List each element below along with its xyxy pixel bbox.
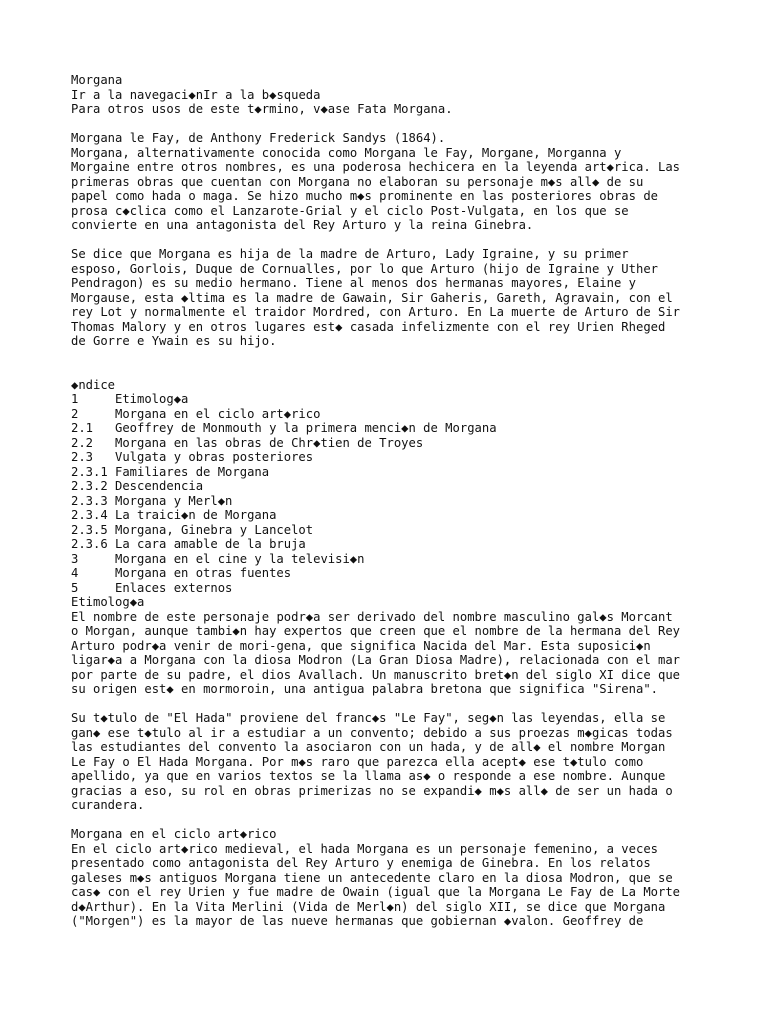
toc-number: 2.3	[71, 450, 94, 464]
toc-number: 2.3.3	[71, 493, 108, 508]
text-line: presentado como antagonista del Rey Arturo y enemiga de Ginebra. En los relatos	[71, 856, 651, 870]
toc-number: 5	[71, 580, 79, 595]
text-line: Morgause, esta ◆ltima es la madre de Gawain, Sir Gaheris, Gareth, Agravain, con el	[71, 290, 673, 305]
toc-number: 2.3.1	[71, 464, 108, 479]
toc-title: Enlaces externos	[115, 580, 233, 595]
text-line: curandera.	[71, 798, 145, 812]
toc-title: Morgana en las obras de Chr◆tien de Troyes	[115, 435, 424, 450]
text-line: rey Lot y normalmente el traidor Mordred, con Arturo. En La muerte de Arturo de Sir	[71, 305, 681, 319]
toc-item[interactable]	[71, 392, 761, 407]
text-line: En el ciclo art◆rico medieval, el hada Morgana es un personaje femenino, a veces	[71, 841, 658, 856]
text-line: esposo, Gorlois, Duque de Cornualles, por lo que Arturo (hijo de Igraine y Uther	[71, 261, 658, 276]
toc-item[interactable]	[71, 537, 761, 552]
toc-item[interactable]	[71, 508, 761, 523]
toc-number: 2.1	[71, 421, 94, 435]
text-line: por parte de su padre, el dios Avallach. Un manuscrito bret◆n del siglo XI dice que	[71, 667, 681, 682]
text-line: Le Fay o El Hada Morgana. Por m◆s raro que parezca ella acept◆ ese t◆tulo como	[71, 754, 644, 769]
toc-item[interactable]	[71, 465, 761, 480]
intro-paragraph	[71, 146, 761, 233]
toc-number: 2.3.5	[71, 522, 108, 537]
table-of-contents	[71, 378, 761, 596]
etymology-paragraph-1	[71, 610, 761, 697]
text-line: Su t◆tulo de "El Hada" proviene del franc◆s "Le Fay", seg◆n las leyendas, ella se	[71, 711, 666, 725]
text-line: papel como hada o maga. Se hizo mucho m◆s prominente en las posteriores obras de	[71, 189, 658, 203]
text-line: Morgana, alternativamente conocida como Morgana le Fay, Morgane, Morganna y	[71, 145, 622, 160]
toc-number: 4	[71, 566, 79, 580]
text-line: d◆Arthur). En la Vita Merlini (Vida de Merl◆n) del siglo XII, se dice que Morgana	[71, 899, 666, 914]
image-caption: Morgana le Fay, de Anthony Frederick Sandys (1864).	[71, 131, 446, 145]
text-line: prosa c◆clica como el Lanzarote-Grial y el ciclo Post-Vulgata, en los que se	[71, 203, 629, 218]
toc-title: Etimolog◆a	[115, 392, 189, 406]
toc-title: Geoffrey de Monmouth y la primera menci◆n de Morgana	[115, 421, 497, 435]
toc-title: La cara amable de la bruja	[115, 537, 306, 551]
text-line: su origen est◆ en mormoroin, una antigua palabra bretona que significa "Sirena".	[71, 682, 658, 696]
etymology-paragraph-2	[71, 711, 761, 813]
toc-title: Morgana en el ciclo art◆rico	[115, 406, 321, 421]
toc-item[interactable]	[71, 407, 761, 422]
toc-item[interactable]	[71, 436, 761, 451]
toc-title: Familiares de Morgana	[115, 464, 270, 479]
text-line: Arturo podr◆a venir de mori-gena, que significa Nacida del Mar. Esta suposici◆n	[71, 638, 651, 653]
toc-title: Morgana y Merl◆n	[115, 493, 233, 508]
toc-title: Descendencia	[115, 479, 204, 493]
text-line: de Gorre e Ywain es su hijo.	[71, 334, 277, 348]
text-line: ("Morgen") es la mayor de las nueve hermanas que gobiernan ◆valon. Geoffrey de	[71, 914, 644, 928]
toc-item[interactable]	[71, 581, 761, 596]
text-line: Thomas Malory y en otros lugares est◆ casada infelizmente con el rey Urien Rheged	[71, 319, 666, 334]
text-line: Pendragon) es su medio hermano. Tiene al menos dos hermanas mayores, Elaine y	[71, 276, 636, 290]
toc-item[interactable]	[71, 479, 761, 494]
toc-number: 2.2	[71, 435, 94, 450]
toc-number: 3	[71, 551, 79, 566]
toc-number: 2.3.6	[71, 537, 108, 551]
text-line: Se dice que Morgana es hija de la madre de Arturo, Lady Igraine, y su primer	[71, 247, 629, 261]
toc-title: La traici◆n de Morgana	[115, 508, 277, 522]
toc-number: 1	[71, 392, 79, 406]
section-heading-arthurian-cycle: Morgana en el ciclo art◆rico	[71, 827, 277, 841]
toc-item[interactable]	[71, 421, 761, 436]
toc-item[interactable]	[71, 552, 761, 567]
text-line: ligar◆a a Morgana con la diosa Modron (La Gran Diosa Madre), relacionada con el mar	[71, 653, 681, 667]
text-line: El nombre de este personaje podr◆a ser derivado del nombre masculino gal◆s Morcant	[71, 609, 673, 624]
text-line: galeses m◆s antiguos Morgana tiene un antecedente claro en la diosa Modron, que se	[71, 870, 673, 885]
text-line: gan◆ ese t◆tulo al ir a estudiar a un convento; debido a sus proezas m◆gicas todas	[71, 725, 673, 740]
toc-title: Morgana en otras fuentes	[115, 566, 292, 580]
arthurian-cycle-paragraph	[71, 842, 761, 929]
page-title: Morgana	[71, 73, 123, 87]
disambiguation-note: Para otros usos de este t◆rmino, v◆ase Fata Morgana.	[71, 102, 453, 116]
document-page	[71, 73, 761, 929]
text-line: apellido, ya que en varios textos se la llama as◆ o responde a ese nombre. Aunque	[71, 769, 666, 783]
text-line: Morgaine entre otros nombres, es una poderosa hechicera en la leyenda art◆rica. Las	[71, 160, 681, 174]
toc-title: Morgana, Ginebra y Lancelot	[115, 522, 314, 537]
toc-number: 2.3.2	[71, 479, 108, 493]
text-line: gracias a eso, su rol en obras primerizas no se expandi◆ m◆s all◆ de ser un hada o	[71, 783, 673, 798]
toc-title: Vulgata y obras posteriores	[115, 450, 314, 464]
text-line: convierte en una antagonista del Rey Arturo y la reina Ginebra.	[71, 218, 534, 232]
navigation-links[interactable]: Ir a la navegaci◆nIr a la b◆squeda	[71, 87, 321, 102]
toc-title: Morgana en el cine y la televisi◆n	[115, 551, 365, 566]
toc-item[interactable]	[71, 523, 761, 538]
toc-item[interactable]	[71, 450, 761, 465]
family-paragraph	[71, 247, 761, 349]
toc-heading: ◆ndice	[71, 377, 116, 392]
toc-number: 2	[71, 406, 79, 421]
text-line: cas◆ con el rey Urien y fue madre de Owain (igual que la Morgana Le Fay de La Morte	[71, 885, 681, 899]
text-line: las estudiantes del convento la asociaron con un hada, y de all◆ el nombre Morgan	[71, 740, 666, 754]
text-line: primeras obras que cuentan con Morgana no elaboran su personaje m◆s all◆ de su	[71, 174, 644, 189]
section-heading-etymology: Etimolog◆a	[71, 595, 145, 609]
toc-item[interactable]	[71, 494, 761, 509]
text-line: o Morgan, aunque tambi◆n hay expertos que creen que el nombre de la hermana del Rey	[71, 624, 681, 638]
toc-number: 2.3.4	[71, 508, 108, 522]
toc-item[interactable]	[71, 566, 761, 581]
